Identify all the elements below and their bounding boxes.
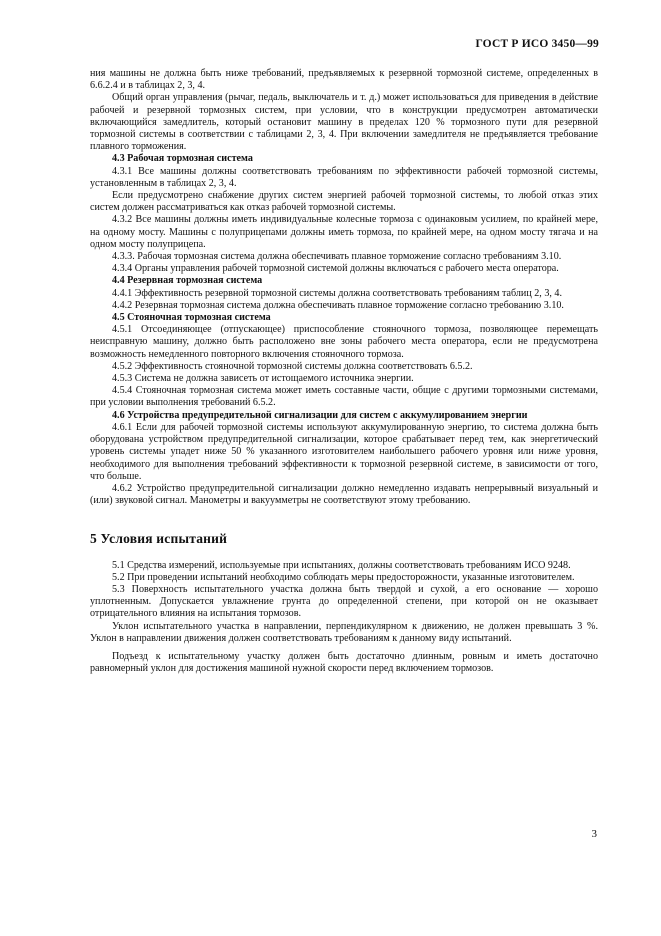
paragraph: Общий орган управления (рычаг, педаль, выключатель и т. д.) может использоваться для приведения в действие рабочей и резервной тормозных систем, при условии, что в конструкции предусмотрен автоматически включающийся замедлитель, который остановит машину в пределах 120 % тормозного пути для резервной тормозной системы в соответствии с таблицами 2, 3, 4. При включении замедлителя не предъявляется требование плавного торможения. [90,92,598,153]
section-heading-5: 5 Условия испытаний [90,531,228,547]
paragraph-4-4-2: 4.4.2 Резервная тормозная система должна обеспечивать плавное торможение согласно требованию 3.10. [112,299,564,311]
paragraph-4-6-1: 4.6.1 Если для рабочей тормозной системы используют аккумулированную энергию, то система должна быть оборудована устройством предупредительной сигнализации, которое срабатывает перед тем, как энергетический уровень системы упадет ниже 50 % указанного изготовителем наибольшего рабочего уровня или ниже уровня, необходимого для выполнения требований эффективности к тормозной резервной системе, в зависимости от того, что больше. [90,421,598,482]
document-code: ГОСТ Р ИСО 3450—99 [475,38,599,50]
paragraph: ния машины не должна быть ниже требований, предъявляемых к резервной тормозной системе, определенных в 6.6.2.4 и в таблицах 2, 3, 4. [90,68,598,92]
paragraph-4-3-1: 4.3.1 Все машины должны соответствовать требованиям по эффективности рабочей тормозной системы, установленным в таблицах 2, 3, 4. [90,165,598,189]
paragraph-4-3-3: 4.3.3. Рабочая тормозная система должна обеспечивать плавное торможение согласно требованиям 3.10. [112,251,562,263]
subsection-heading-4-3: 4.3 Рабочая тормозная система [112,153,253,165]
paragraph-4-6-2: 4.6.2 Устройство предупредительной сигнализации должно немедленно издавать непрерывный визуальный и (или) звуковой сигнал. Манометры и вакуумметры не соответствуют этому требованию. [90,482,598,507]
paragraph: Если предусмотрено снабжение других систем энергией рабочей тормозной системы, то любой отказ этих систем должен рассматриваться как отказ рабочей тормозной системы. [90,190,598,214]
paragraph-4-5-1: 4.5.1 Отсоединяющее (отпускающее) приспособление стояночного тормоза, позволяющее перемещать неисправную машину, должно быть расположено вне зоны рабочего места оператора, если не предусмотрена возможность немедленного повторного включения стояночного тормоза. [90,324,598,360]
paragraph: Подъезд к испытательному участку должен быть достаточно длинным, ровным и иметь достаточно равномерный уклон для достижения машиной нужной скорости перед включением тормозов. [90,650,598,675]
page-number: 3 [591,828,597,840]
paragraph-4-5-2: 4.5.2 Эффективность стояночной тормозной системы должна соответствовать 6.5.2. [112,360,473,372]
paragraph: Уклон испытательного участка в направлении, перпендикулярном к движению, не должен превышать 3 %. Уклон в направлении движения должен соответствовать требованиям к данному виду испытаний. [90,620,598,644]
paragraph-5-3: 5.3 Поверхность испытательного участка должна быть твердой и сухой, а его основание — хорошо уплотненным. Допускается увлажнение грунта до определенной степени, при которой он не оказывает отрицательного влияния на испытания тормозов. [90,583,598,620]
paragraph-4-3-2: 4.3.2 Все машины должны иметь индивидуальные колесные тормоза с одинаковым усилием, по крайней мере, на одному мосту. Машины с полуприцепами должны иметь тормоза, по крайней мере, на одном мосту тягача и на одном мосту полуприцепа. [90,214,598,250]
subsection-heading-4-6: 4.6 Устройства предупредительной сигнализации для систем с аккумулированием энергии [112,409,528,421]
page-content [90,68,598,675]
paragraph-4-4-1: 4.4.1 Эффективность резервной тормозной системы должна соответствовать требованиям таблиц 2, 3, 4. [112,287,563,299]
subsection-heading-4-5: 4.5 Стояночная тормозная система [112,312,271,324]
subsection-heading-4-4: 4.4 Резервная тормозная система [112,275,263,287]
paragraph-4-5-3: 4.5.3 Система не должна зависеть от истощаемого источника энергии. [112,373,414,385]
paragraph-4-3-4: 4.3.4 Органы управления рабочей тормозной системой должны включаться с рабочего места оператора. [112,263,559,275]
paragraph-4-5-4: 4.5.4 Стояночная тормозная система может иметь составные части, общие с другими тормозными системами, при условии выполнения требований 6.5.2. [90,385,598,409]
paragraph-5-2: 5.2 При проведении испытаний необходимо соблюдать меры предосторожности, указанные изготовителем. [112,571,575,583]
paragraph-5-1: 5.1 Средства измерений, используемые при испытаниях, должны соответствовать требованиям ИСО 9248. [112,559,571,571]
